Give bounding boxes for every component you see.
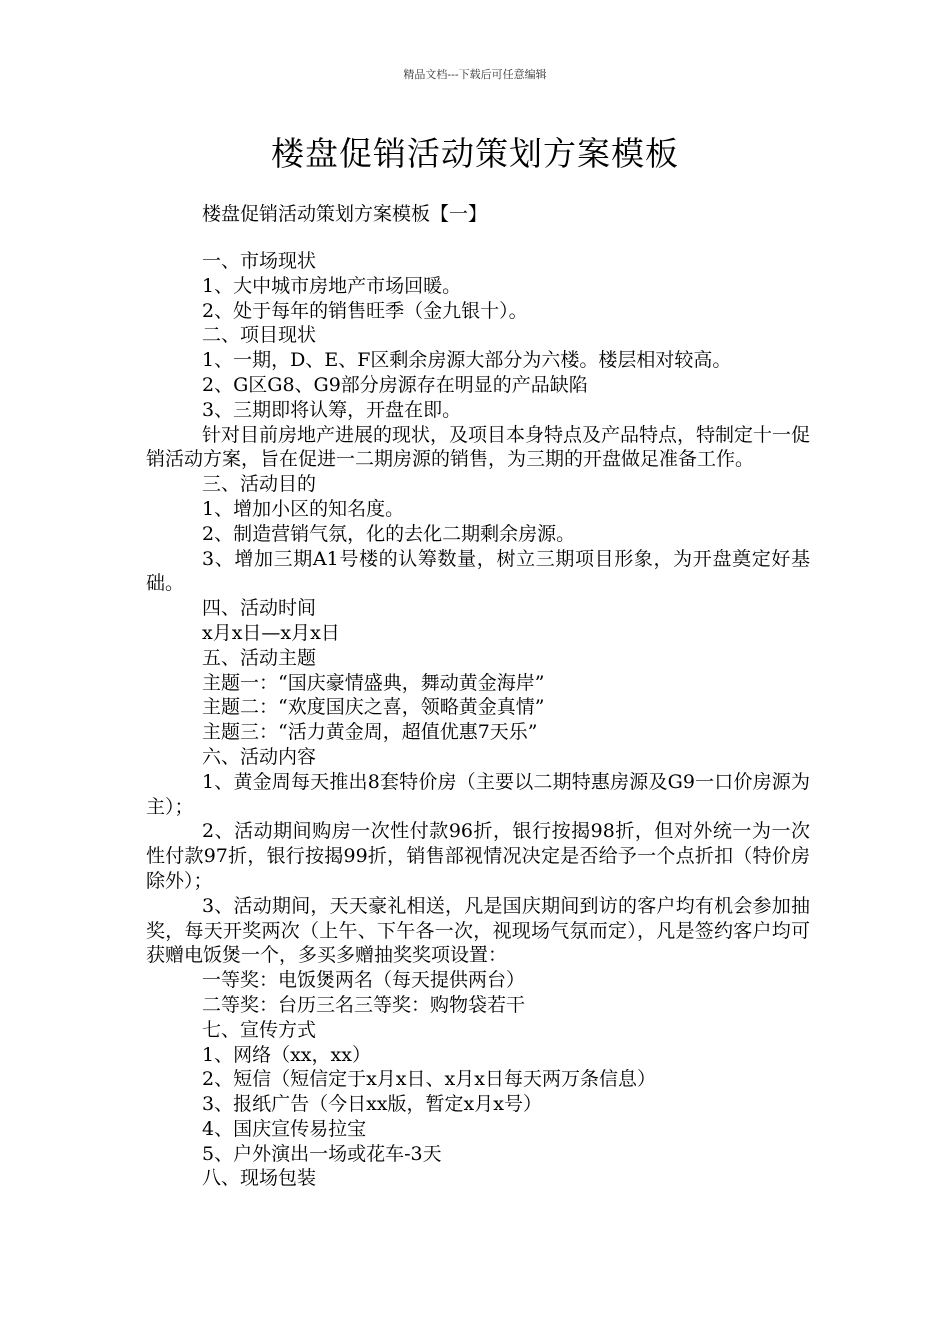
document-body: [146, 249, 810, 1191]
paragraph: 2、短信（短信定于x月x日、x月x日每天两万条信息）: [202, 1068, 656, 1091]
section-heading: 一、市场现状: [202, 250, 317, 272]
section-heading: 六、活动内容: [202, 745, 317, 768]
paragraph: 3、活动期间，天天豪礼相送，凡是国庆期间到访的客户均有机会参加抽奖，每天开奖两次（上午、下午各一次，视现场气氛而定），凡是签约客户均可获赠电饭煲一个，多买多赠抽奖奖项设置：: [146, 894, 810, 967]
paragraph: 二等奖：台历三名三等奖：购物袋若干: [202, 993, 526, 1016]
section-heading: 三、活动目的: [202, 473, 317, 496]
paragraph: 2、活动期间购房一次性付款96折，银行按揭98折，但对外统一为一次性付款97折，银行按揭99折，销售部视情况决定是否给予一个点折扣（特价房除外）；: [146, 820, 810, 892]
section-heading: 七、宣传方式: [202, 1018, 317, 1041]
section-heading: 四、活动时间: [202, 597, 317, 620]
paragraph: 5、户外演出一场或花车-3天: [202, 1142, 442, 1165]
paragraph: 主题三：“活力黄金周，超值优惠7天乐”: [202, 721, 538, 744]
paragraph: 3、三期即将认筹，开盘在即。: [202, 398, 462, 421]
section-heading: 二、项目现状: [202, 324, 317, 347]
section-subtitle: 楼盘促销活动策划方案模板【一】: [202, 203, 488, 225]
header-note: 精品文档---下载后可任意编辑: [403, 68, 547, 81]
paragraph: 4、国庆宣传易拉宝: [202, 1117, 367, 1140]
paragraph: 一等奖：电饭煲两名（每天提供两台）: [202, 969, 526, 992]
paragraph: 3、增加三期A1号楼的认筹数量，树立三期项目形象，为开盘奠定好基础。: [146, 547, 810, 595]
paragraph: 2、制造营销气氛，化的去化二期剩余房源。: [202, 522, 576, 545]
paragraph: 2、处于每年的销售旺季（金九银十）。: [202, 299, 528, 322]
paragraph: 针对目前房地产进展的现状，及项目本身特点及产品特点，特制定十一促销活动方案，旨在促进一二期房源的销售，为三期的开盘做足准备工作。: [146, 423, 811, 471]
paragraph: 2、G区G8、G9部分房源存在明显的产品缺陷: [202, 373, 588, 396]
document-title: 楼盘促销活动策划方案模板: [271, 134, 679, 173]
paragraph: 1、一期，D、E、F区剩余房源大部分为六楼。楼层相对较高。: [202, 349, 732, 372]
paragraph: x月x日—x月x日: [202, 621, 340, 644]
paragraph: 1、网络（xx，xx）: [202, 1043, 371, 1066]
paragraph: 3、报纸广告（今日xx版，暂定x月x号）: [202, 1093, 542, 1116]
paragraph: 1、黄金周每天推出8套特价房（主要以二期特惠房源及G9一口价房源为主）；: [146, 770, 810, 818]
paragraph: 主题一：“国庆豪情盛典，舞动黄金海岸”: [202, 671, 545, 694]
paragraph: 1、增加小区的知名度。: [202, 497, 405, 520]
section-heading: 五、活动主题: [202, 646, 317, 669]
paragraph: 1、大中城市房地产市场回暖。: [202, 274, 462, 297]
section-heading: 八、现场包装: [202, 1167, 317, 1190]
paragraph: 主题二：“欢度国庆之喜，领略黄金真情”: [202, 696, 545, 719]
